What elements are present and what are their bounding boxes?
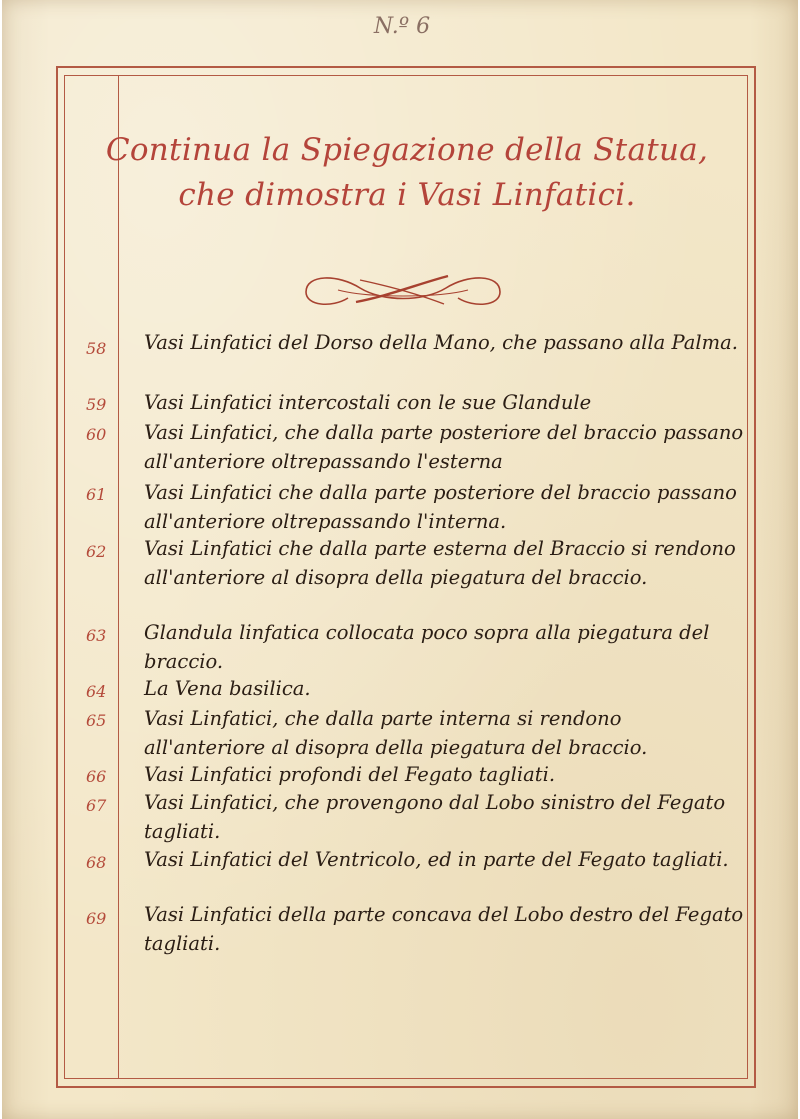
entry-text: Vasi Linfatici che dalla parte posteriore del braccio passano all'anteriore oltrepassando l'interna.	[144, 481, 737, 533]
entry-text: Vasi Linfatici, che dalla parte posteriore del braccio passano all'anteriore oltrepassando l'esterna	[144, 421, 744, 473]
entry-text: Vasi Linfatici della parte concava del Lobo destro del Fegato tagliati.	[144, 903, 744, 955]
entry-number: 63	[86, 626, 107, 645]
entry-number: 68	[86, 853, 107, 872]
entry-text: Vasi Linfatici del Ventricolo, ed in parte del Fegato tagliati.	[144, 848, 729, 871]
entry-number: 62	[86, 542, 107, 561]
entry-text: Vasi Linfatici che dalla parte esterna del Braccio si rendono all'anteriore al disopra della piegatura del braccio.	[144, 537, 736, 589]
entry-text: La Vena basilica.	[144, 677, 311, 700]
entry-number: 59	[86, 395, 107, 414]
manuscript-page	[2, 0, 798, 1119]
entry-number: 61	[86, 485, 107, 504]
entry-text: Vasi Linfatici profondi del Fegato tagliati.	[144, 763, 556, 786]
entry-number: 69	[86, 909, 107, 928]
folio-number: N.º 6	[373, 14, 431, 39]
page-title: Continua la Spiegazione della Statua, che dimostra i Vasi Linfatici.	[105, 132, 709, 213]
entry-text: Vasi Linfatici, che provengono dal Lobo sinistro del Fegato tagliati.	[144, 791, 726, 843]
entry-number: 58	[86, 339, 107, 358]
entry-text: Vasi Linfatici intercostali con le sue Glandule	[144, 391, 592, 414]
entry-text: Vasi Linfatici, che dalla parte interna si rendono all'anteriore al disopra della piegatura del braccio.	[144, 707, 648, 759]
entry-number: 60	[86, 425, 107, 444]
entry-number: 67	[86, 796, 107, 815]
left-margin-rule	[118, 75, 119, 1079]
entry-text: Glandula linfatica collocata poco sopra alla piegatura del braccio.	[144, 621, 710, 673]
entry-number: 64	[86, 682, 107, 701]
entry-number: 66	[86, 767, 107, 786]
entry-number: 65	[86, 711, 107, 730]
calligraphic-flourish	[298, 268, 508, 312]
entry-text: Vasi Linfatici del Dorso della Mano, che passano alla Palma.	[144, 331, 738, 354]
